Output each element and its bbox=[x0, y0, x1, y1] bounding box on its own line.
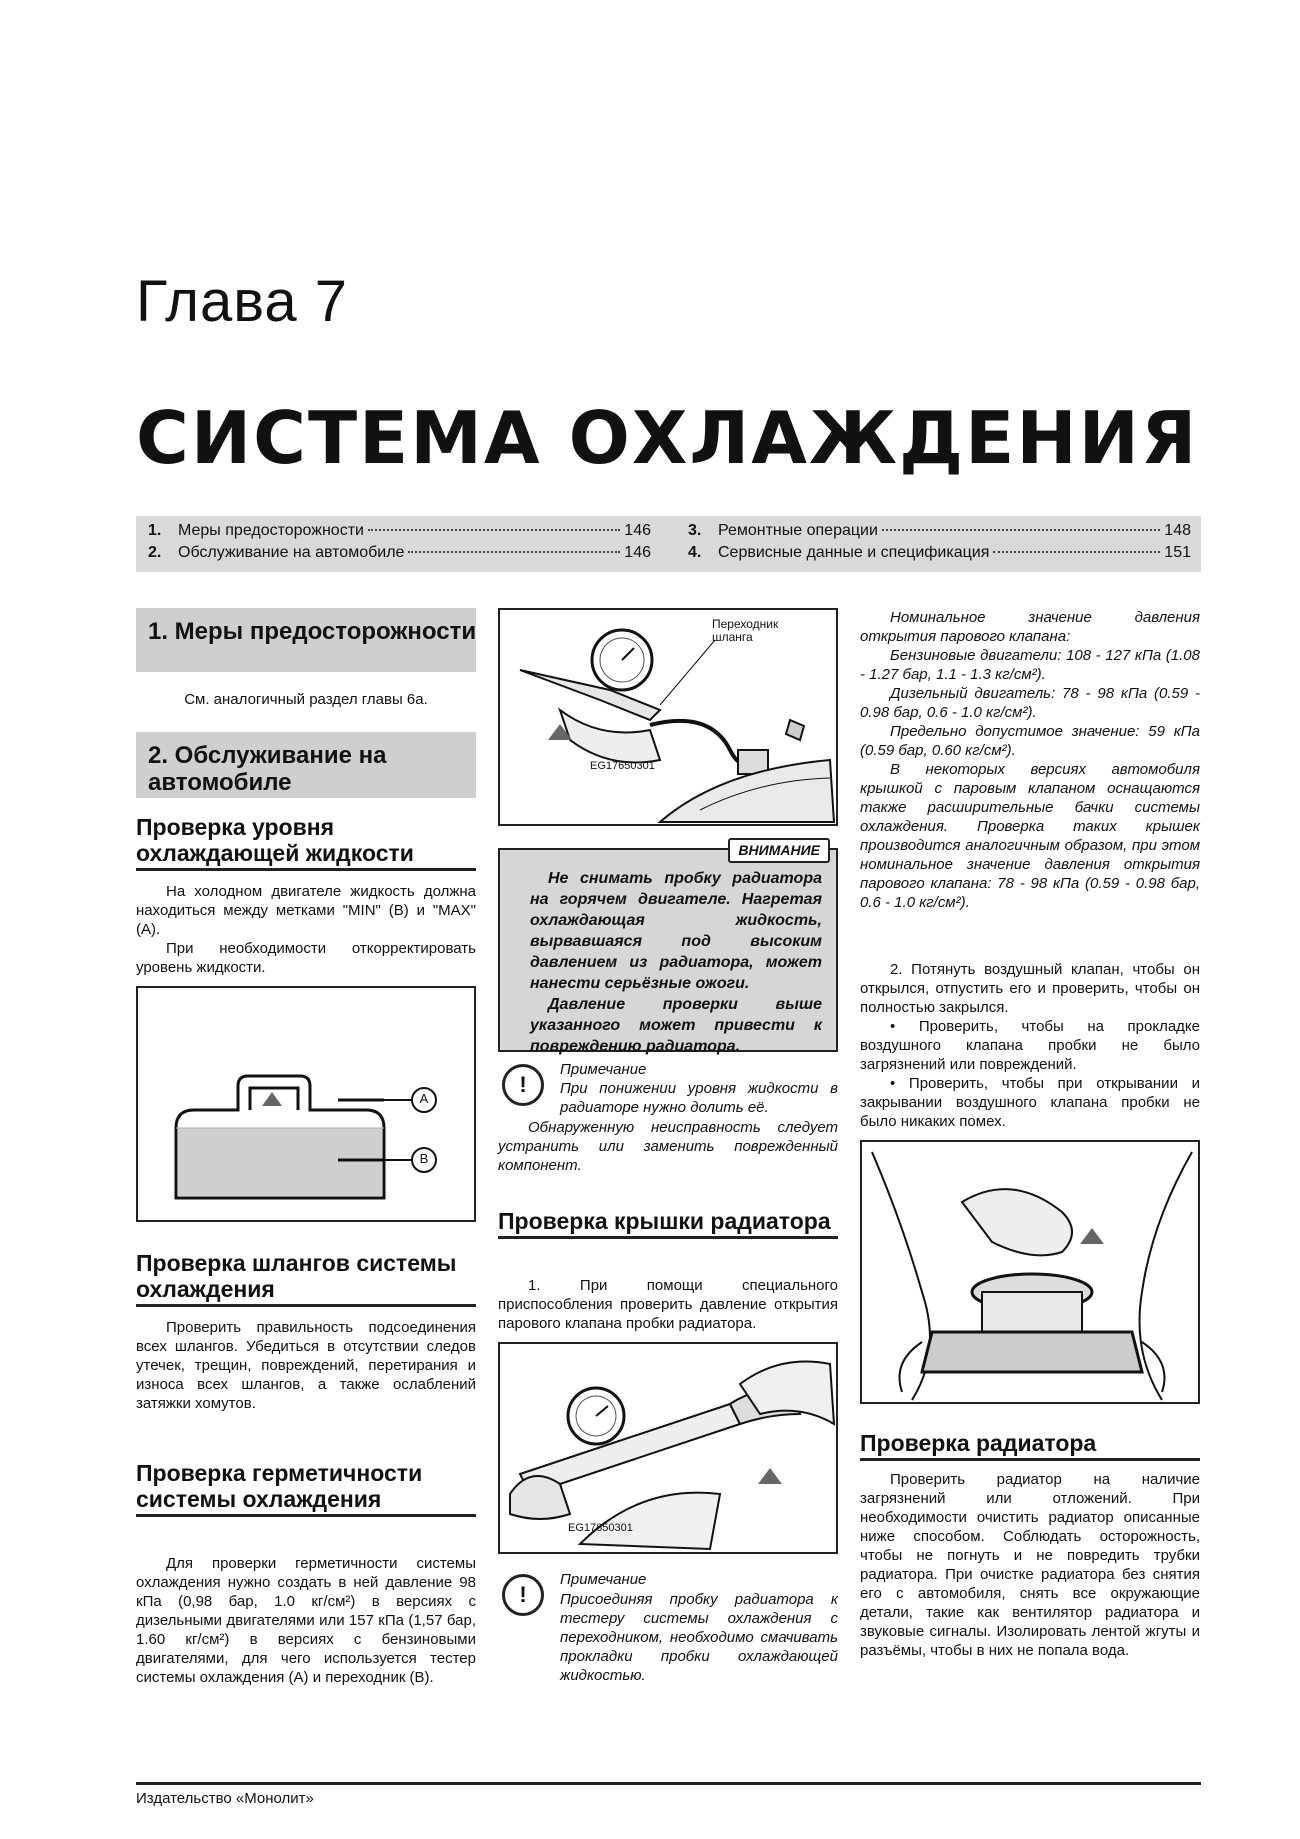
coolant-level-text: На холодном двигателе жидкость должна находиться между метками "MIN" (B) и "MAX" (A). При необходимости откорректировать уровень жидкости. bbox=[136, 883, 476, 976]
heading-coolant-level: Проверка уровня охлаждающей жидкости bbox=[136, 814, 476, 871]
toc-item-number: 3. bbox=[688, 522, 702, 539]
label-b: B bbox=[419, 1151, 429, 1166]
precautions-text: См. аналогичный раздел главы 6а. bbox=[184, 691, 428, 708]
cap-valve-drawing bbox=[862, 1142, 1198, 1402]
air-valve-check: 2. Потянуть воздушный клапан, чтобы он открылся, отпустить его и проверить, чтобы он полностью закрылся. • Проверить, чтобы на прокладке воздушного клапана пробки не было загрязнений или повреждений. • Проверить, чтобы при открывании и закрывании воздушного клапана пробки не было никаких помех. bbox=[860, 961, 1200, 1130]
figure-cap-tester bbox=[498, 1342, 838, 1554]
section-heading-maintenance: 2. Обслуживание на автомобиле bbox=[136, 732, 476, 798]
toc-item[interactable] bbox=[688, 522, 1191, 540]
chapter-title: СИСТЕМА ОХЛАЖДЕНИЯ bbox=[136, 396, 1199, 480]
figure-code: EG17650301 bbox=[590, 760, 655, 772]
tightness-text: Для проверки герметичности системы охлаждения нужно создать в ней давление 98 кПа (0,98 бар, 1.0 кг/см²) в версиях с дизельными двигателями или 157 кПа (1,57 бар, 1.60 кг/см²) в версиях с бензиновыми двигателями, для чего используется тестер системы охлаждения (A) и переходник (B). bbox=[136, 1555, 476, 1686]
toc-item-page: 151 bbox=[1164, 544, 1191, 561]
publisher: Издательство «Монолит» bbox=[136, 1790, 314, 1807]
adapter-label: Переходник шланга bbox=[712, 617, 779, 644]
footer-divider bbox=[136, 1782, 1201, 1785]
heading-radiator: Проверка радиатора bbox=[860, 1430, 1200, 1461]
figure-tester-adapter bbox=[498, 608, 838, 826]
heading-cap-check: Проверка крышки радиатора bbox=[498, 1208, 838, 1239]
radiator-text: Проверить радиатор на наличие загрязнений или отложений. При необходимости очистить радиатор описанные ниже способом. Соблюдать осторожность, чтобы не погнуть и не повредить трубки радиатора. При очистке радиатора без снятия его с автомобиля, снять все окружающие детали, такие как вентилятор радиатора и звуковые сигналы. Изолировать лентой жгуты и разъёмы, чтобы в них не попала вода. bbox=[860, 1471, 1200, 1659]
toc-item-page: 146 bbox=[624, 522, 651, 539]
warning-box: ВНИМАНИЕ Не снимать пробку радиатора на горячем двигателе. Нагретая охлаждающая жидкость, вырвавшаяся под высоким давлением из радиатора, может нанести серьёзные ожоги. Давление проверки выше указанного может привести к повреждению радиатора. bbox=[498, 848, 838, 1052]
note-1-continued: Обнаруженную неисправность следует устранить или заменить поврежденный компонент. bbox=[498, 1119, 838, 1174]
note-icon: ! bbox=[502, 1574, 544, 1616]
cap-check-text: 1. При помощи специального приспособления проверить давление открытия парового клапана пробки радиатора. bbox=[498, 1277, 838, 1332]
table-of-contents bbox=[136, 516, 1201, 572]
toc-item-label: Сервисные данные и спецификация bbox=[718, 544, 990, 561]
heading-hoses: Проверка шлангов системы охлаждения bbox=[136, 1250, 476, 1307]
cap-tester-drawing bbox=[500, 1344, 836, 1552]
section-heading-precautions: 1. Меры предосторожности bbox=[136, 608, 476, 672]
figure-code: EG17650301 bbox=[568, 1522, 633, 1534]
toc-item[interactable] bbox=[688, 544, 1191, 562]
toc-item-label: Ремонтные операции bbox=[718, 522, 878, 539]
toc-item[interactable] bbox=[148, 544, 651, 562]
toc-item[interactable] bbox=[148, 522, 651, 540]
chapter-number: Глава 7 bbox=[136, 269, 349, 334]
toc-item-number: 1. bbox=[148, 522, 162, 539]
warning-label: ВНИМАНИЕ bbox=[728, 838, 830, 863]
heading-tightness: Проверка герметичности системы охлаждения bbox=[136, 1460, 476, 1517]
toc-item-number: 2. bbox=[148, 544, 162, 561]
hoses-text: Проверить правильность подсоединения всех шлангов. Убедиться в отсутствии следов утечек, трещин, повреждений, перетирания и износа всех шлангов, а также ослаблений затяжки хомутов. bbox=[136, 1319, 476, 1412]
label-a: A bbox=[419, 1091, 429, 1106]
note-1: Примечание При понижении уровня жидкости в радиаторе нужно долить её. bbox=[560, 1061, 838, 1116]
toc-item-label: Меры предосторожности bbox=[178, 522, 364, 539]
note-icon: ! bbox=[502, 1064, 544, 1106]
toc-item-page: 148 bbox=[1164, 522, 1191, 539]
figure-cap-valve bbox=[860, 1140, 1200, 1404]
note-2-text: Присоединяя пробку радиатора к тестеру системы охлаждения с переходником, необходимо смачивать прокладки пробки охлаждающей жидкостью. bbox=[560, 1591, 838, 1684]
toc-item-label: Обслуживание на автомобиле bbox=[178, 544, 405, 561]
valve-pressure-specs: Номинальное значение давления открытия парового клапана: Бензиновые двигатели: 108 - 127 кПа (1.08 - 1.27 бар, 1.1 - 1.3 кг/см²). Дизельный двигатель: 78 - 98 кПа (0.59 - 0.98 бар, 0.6 - 1.0 кг/см²). Предельно допустимое значение: 59 кПа (0.59 бар, 0.60 кг/см²). В некоторых версиях автомобиля крышкой с паровым клапаном оснащаются также расширительные бачки системы охлаждения. Проверка таких крышек производится аналогичным образом, при этом номинальное значение давления открытия парового клапана: 78 - 98 кПа (0.59 - 0.98 бар, 0.6 - 1.0 кг/см²). bbox=[860, 609, 1200, 911]
toc-item-number: 4. bbox=[688, 544, 702, 561]
toc-item-page: 146 bbox=[624, 544, 651, 561]
note-2: Примечание bbox=[560, 1571, 647, 1588]
coolant-tank-figure bbox=[136, 986, 476, 1222]
